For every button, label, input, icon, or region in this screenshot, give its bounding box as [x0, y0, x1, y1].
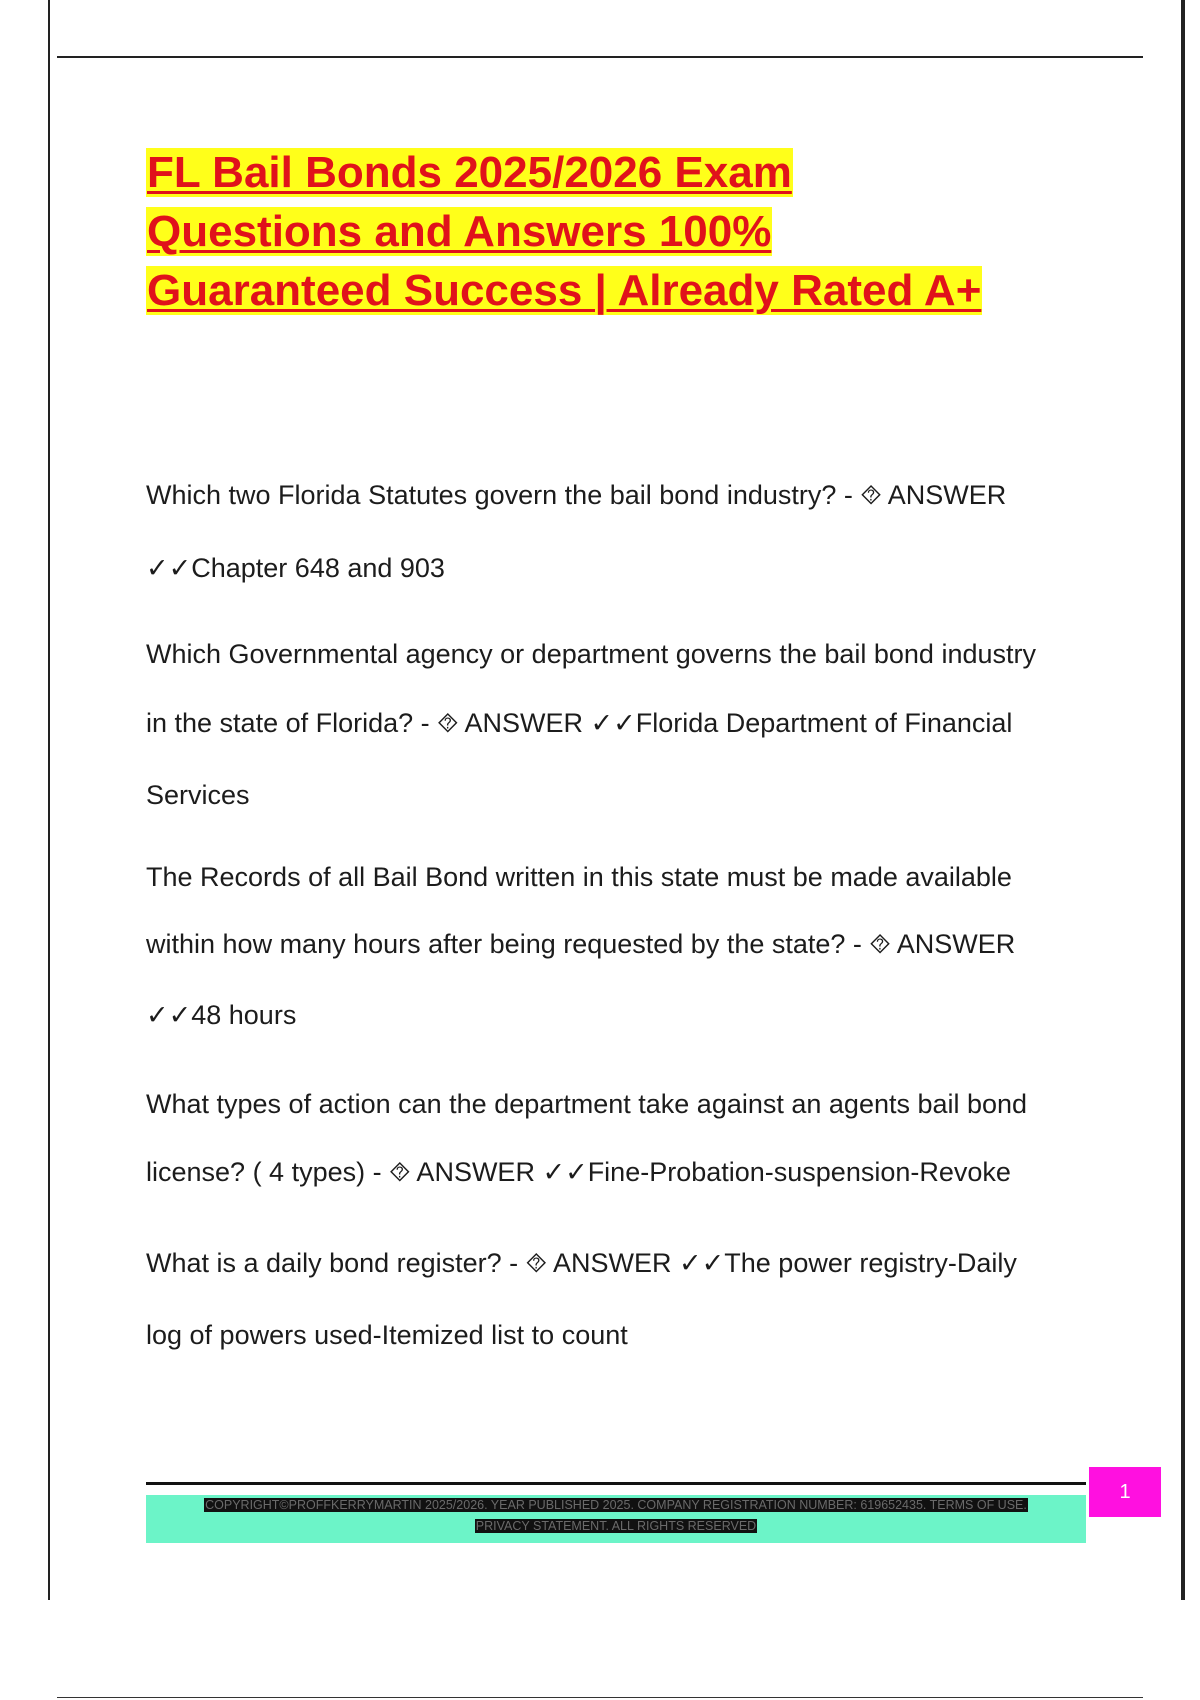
answer-3-line-1: ✓✓48 hours — [146, 1000, 297, 1030]
question-5-line-1: What is a daily bond register? - ⯑ ANSWER ✓✓The power registry-Daily — [146, 1248, 1017, 1278]
question-3-line-1: The Records of all Bail Bond written in this state must be made available — [146, 862, 1012, 892]
title-line-1: FL Bail Bonds 2025/2026 Exam — [147, 148, 792, 197]
title-line-3: Guaranteed Success | Already Rated A+ — [147, 266, 982, 315]
next-page-rule — [57, 1697, 1143, 1698]
copyright-footer — [146, 1495, 1086, 1543]
question-2-line-2: in the state of Florida? - ⯑ ANSWER ✓✓Florida Department of Financial — [146, 708, 1013, 738]
question-2-line-1: Which Governmental agency or department governs the bail bond industry — [146, 639, 1036, 669]
title-line-2: Questions and Answers 100% — [147, 207, 772, 256]
answer-1-line-1: ✓✓Chapter 648 and 903 — [146, 553, 445, 583]
question-1-line-1: Which two Florida Statutes govern the bail bond industry? - ⯑ ANSWER — [146, 480, 1007, 510]
answer-5-line-2: log of powers used-Itemized list to count — [146, 1320, 628, 1350]
page-border-right — [1181, 0, 1185, 1600]
footer-rule — [146, 1482, 1086, 1485]
page-border-left — [48, 0, 50, 1600]
header-rule — [57, 56, 1143, 58]
question-3-line-2: within how many hours after being requested by the state? - ⯑ ANSWER — [146, 929, 1016, 959]
answer-2-line-2: Services — [146, 780, 250, 810]
question-4-line-1: What types of action can the department take against an agents bail bond — [146, 1089, 1028, 1119]
document-title — [146, 143, 1126, 320]
copyright-line-2: PRIVACY STATEMENT. ALL RIGHTS RESERVED — [475, 1519, 757, 1533]
copyright-line-1: COPYRIGHT©PROFFKERRYMARTIN 2025/2026. YEAR PUBLISHED 2025. COMPANY REGISTRATION NUMBER: 619652435. TERMS OF USE. — [205, 1498, 1027, 1512]
page-number: 1 — [1089, 1467, 1161, 1517]
question-4-line-2: license? ( 4 types) - ⯑ ANSWER ✓✓Fine-Probation-suspension-Revoke — [146, 1157, 1011, 1187]
